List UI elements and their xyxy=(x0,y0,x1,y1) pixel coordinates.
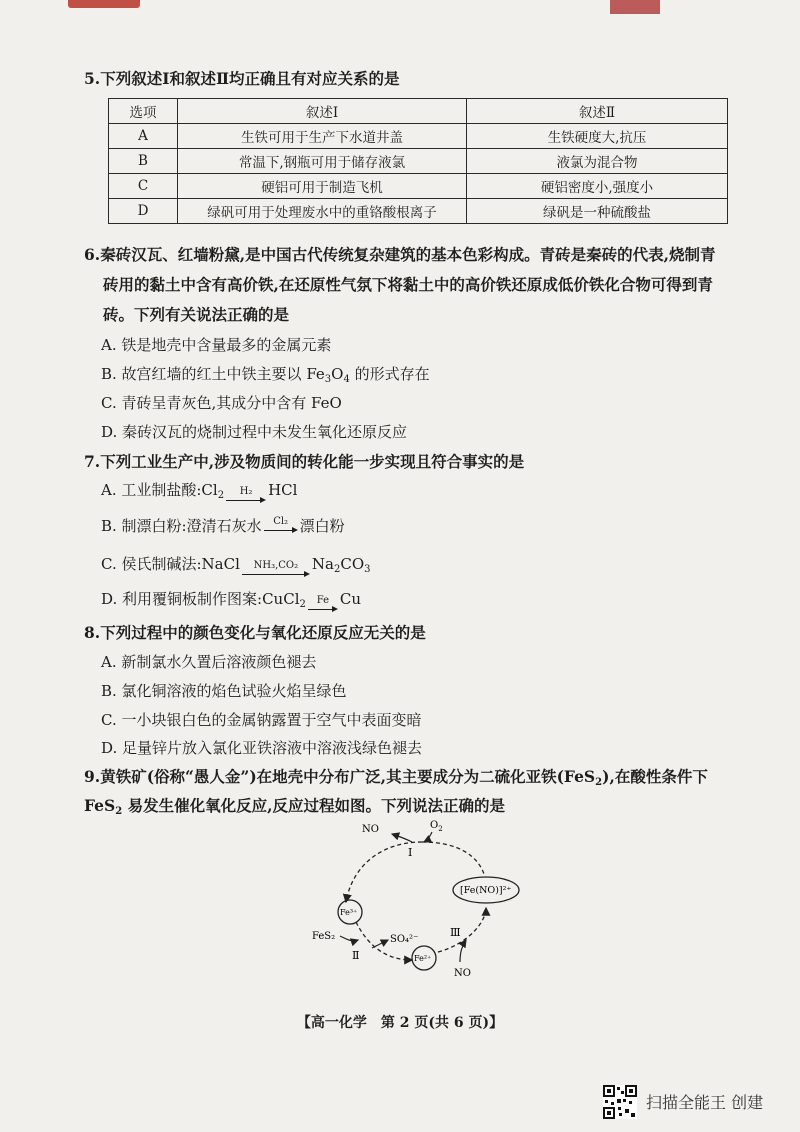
row-option: C xyxy=(109,174,178,199)
label-fe2: Fe²⁺ xyxy=(414,954,432,963)
question-8-option-a: A. 新制氯水久置后溶液颜色褪去 xyxy=(101,653,317,671)
label-fes2: FeS₂ xyxy=(312,931,336,942)
question-6-line-3: 砖。下列有关说法正确的是 xyxy=(103,305,290,324)
question-6-line-2: 砖用的黏土中含有高价铁,在还原性气氛下将黏土中的高价铁还原成低价铁化合物可得到青 xyxy=(103,275,713,294)
row-statement-1: 生铁可用于生产下水道井盖 xyxy=(178,124,467,149)
row-statement-1: 绿矾可用于处理废水中的重铬酸根离子 xyxy=(178,199,467,224)
question-6-option-b: B. 故宫红墙的红土中铁主要以 $Fe_3O_4$ 的形式存在 xyxy=(101,365,430,385)
row-option: D xyxy=(109,199,178,224)
header-statement-2: 叙述Ⅱ xyxy=(467,99,728,124)
question-9-line-1: 9.黄铁矿(俗称“愚人金”)在地壳中分布广泛,其主要成分为二硫化亚铁(FeS$_2$),在酸性条件下 xyxy=(84,767,708,788)
label-step-2: Ⅱ xyxy=(352,949,360,962)
row-statement-2: 硬铝密度小,强度小 xyxy=(467,174,728,199)
row-statement-1: 硬铝可用于制造飞机 xyxy=(178,174,467,199)
catalytic-cycle-diagram xyxy=(300,812,530,982)
arrow-o2-in xyxy=(424,832,432,842)
question-6-option-c: C. 青砖呈青灰色,其成分中含有 FeO xyxy=(101,394,342,412)
question-7-option-d: D. 利用覆铜板制作图案:CuCl$_2$ Fe Cu xyxy=(101,590,361,614)
question-8-option-c: C. 一小块银白色的金属钠露置于空气中表面变暗 xyxy=(101,711,422,729)
question-8-option-d: D. 足量锌片放入氯化亚铁溶液中溶液浅绿色褪去 xyxy=(101,739,423,757)
question-5-stem: 5.下列叙述Ⅰ和叙述Ⅱ均正确且有对应关系的是 xyxy=(84,69,400,88)
label-fe-no: [Fe(NO)]²⁺ xyxy=(460,885,512,896)
table-row xyxy=(109,124,728,149)
row-statement-1: 常温下,钢瓶可用于储存液氯 xyxy=(178,149,467,174)
row-statement-2: 生铁硬度大,抗压 xyxy=(467,124,728,149)
table-row xyxy=(109,199,728,224)
label-no-top: NO xyxy=(362,824,379,835)
label-no-bottom: NO xyxy=(454,968,471,979)
label-fe3: Fe³⁺ xyxy=(340,908,358,917)
question-7-option-b: B. 制漂白粉:澄清石灰水 Cl₂ 漂白粉 xyxy=(101,516,345,535)
page-footer: 【高一化学 第 2 页(共 6 页)】 xyxy=(296,1015,504,1031)
cycle-arc-right-bottom xyxy=(438,908,486,952)
question-6-option-a: A. 铁是地壳中含量最多的金属元素 xyxy=(101,336,332,354)
question-7-option-a: A. 工业制盐酸$:Cl_2$ H₂ HCl xyxy=(101,481,297,505)
label-step-3: Ⅲ xyxy=(450,926,461,939)
question-6-option-d: D. 秦砖汉瓦的烧制过程中未发生氧化还原反应 xyxy=(101,423,408,441)
row-statement-2: 绿矾是一种硫酸盐 xyxy=(467,199,728,224)
cycle-arc-top-right xyxy=(422,842,484,874)
row-option: B xyxy=(109,149,178,174)
arrow-no-out xyxy=(392,834,412,842)
question-5-table xyxy=(108,98,728,224)
table-row xyxy=(109,174,728,199)
question-6-line-1: 6.秦砖汉瓦、红墙粉黛,是中国古代传统复杂建筑的基本色彩构成。青砖是秦砖的代表,烧制青 xyxy=(84,245,716,264)
row-statement-2: 液氯为混合物 xyxy=(467,149,728,174)
arrow-fes2-in xyxy=(340,936,358,941)
arrow-so4-out xyxy=(372,940,388,948)
question-7-stem: 7.下列工业生产中,涉及物质间的转化能一步实现且符合事实的是 xyxy=(84,452,525,471)
table-header-row xyxy=(109,99,728,124)
question-9-line-2: FeS$_2$ 易发生催化氧化反应,反应过程如图。下列说法正确的是 xyxy=(84,796,505,817)
row-option: A xyxy=(109,124,178,149)
question-8-option-b: B. 氯化铜溶液的焰色试验火焰呈绿色 xyxy=(101,682,347,700)
header-option: 选项 xyxy=(109,99,178,124)
label-o2: $O_2$ xyxy=(430,820,443,833)
qr-code-icon xyxy=(603,1085,637,1119)
question-7-option-c: C. 侯氏制碱法:NaCl NH₃,CO₂ $Na_2CO_3$ xyxy=(101,555,371,579)
header-statement-1: 叙述Ⅰ xyxy=(178,99,467,124)
table-row xyxy=(109,149,728,174)
label-so4: SO₄²⁻ xyxy=(390,934,419,945)
label-step-1: Ⅰ xyxy=(408,846,413,859)
scanner-watermark: 扫描全能王 创建 xyxy=(646,1093,764,1112)
arrow-no-in xyxy=(460,940,466,962)
question-8-stem: 8.下列过程中的颜色变化与氧化还原反应无关的是 xyxy=(84,623,426,642)
